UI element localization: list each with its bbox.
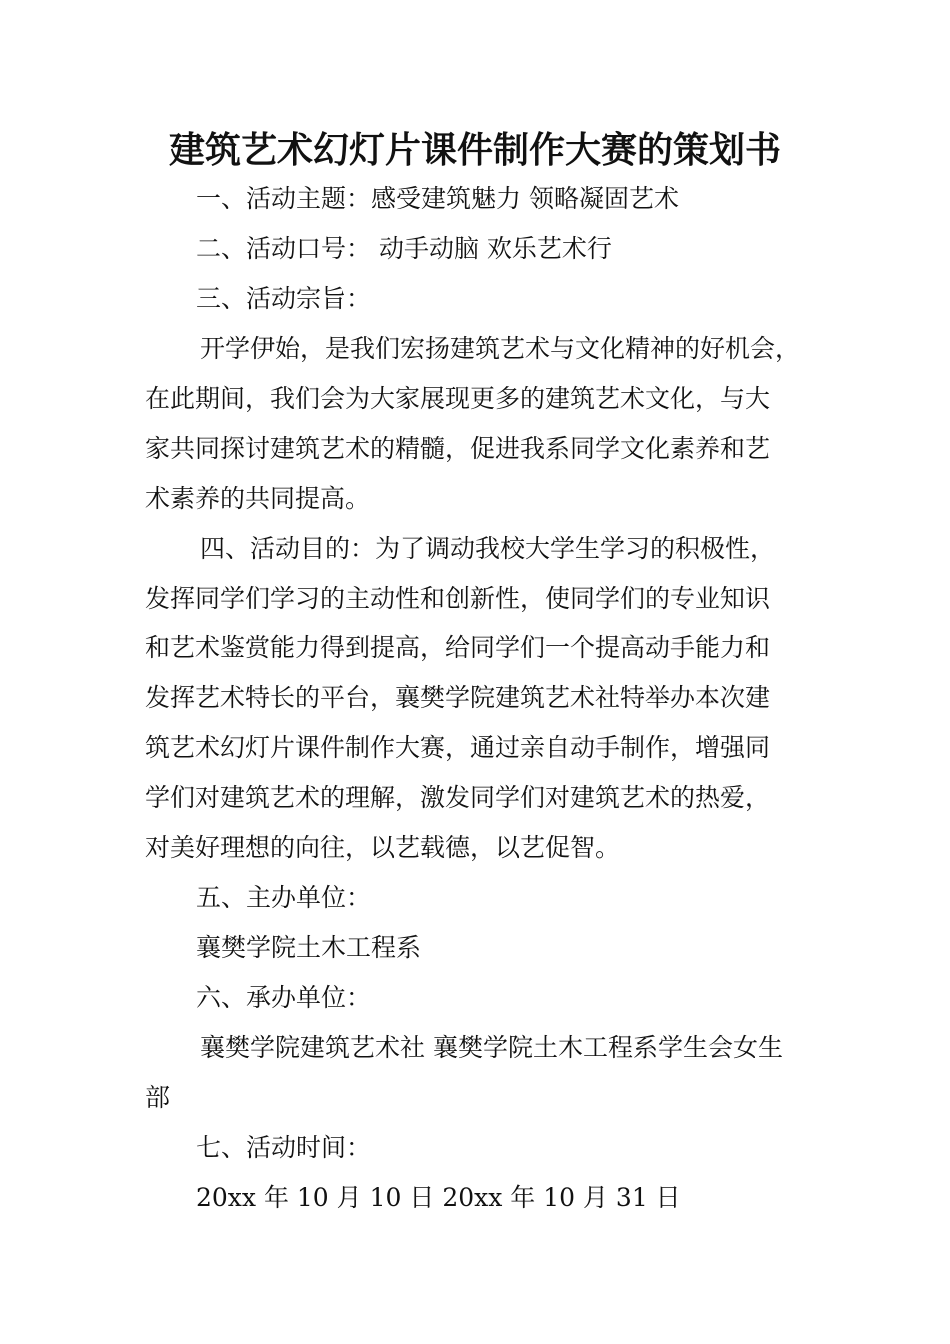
host-organization: 襄樊学院土木工程系 bbox=[196, 933, 422, 962]
paragraph-line: 在此期间，我们会为大家展现更多的建筑艺术文化，与大 bbox=[145, 384, 771, 413]
paragraph-line: 发挥同学们学习的主动性和创新性，使同学们的专业知识 bbox=[145, 584, 771, 613]
organizer-names-cont: 部 bbox=[145, 1083, 171, 1112]
paragraph-line: 学们对建筑艺术的理解，激发同学们对建筑艺术的热爱， bbox=[145, 783, 771, 812]
paragraph-line: 和艺术鉴赏能力得到提高，给同学们一个提高动手能力和 bbox=[145, 633, 771, 662]
section-objective: 四、活动目的：为了调动我校大学生学习的积极性， bbox=[200, 534, 776, 563]
section-host-heading: 五、主办单位： bbox=[196, 883, 372, 912]
section-organizer-heading: 六、承办单位： bbox=[196, 983, 372, 1012]
document-title: 建筑艺术幻灯片课件制作大赛的策划书 bbox=[168, 130, 781, 171]
section-slogan: 二、活动口号： 动手动脑 欢乐艺术行 bbox=[196, 234, 612, 263]
paragraph-line: 筑艺术幻灯片课件制作大赛，通过亲自动手制作，增强同 bbox=[145, 733, 771, 762]
paragraph-line: 发挥艺术特长的平台，襄樊学院建筑艺术社特举办本次建 bbox=[145, 683, 771, 712]
paragraph-line: 术素养的共同提高。 bbox=[145, 484, 371, 513]
paragraph-line: 家共同探讨建筑艺术的精髓，促进我系同学文化素养和艺 bbox=[145, 434, 771, 463]
paragraph-line: 开学伊始，是我们宏扬建筑艺术与文化精神的好机会， bbox=[200, 334, 801, 363]
section-purpose-heading: 三、活动宗旨： bbox=[196, 284, 372, 313]
activity-dates: 20xx 年 10 月 10 日 20xx 年 10 月 31 日 bbox=[196, 1183, 681, 1212]
section-time-heading: 七、活动时间： bbox=[196, 1133, 372, 1162]
paragraph-line: 对美好理想的向往，以艺载德，以艺促智。 bbox=[145, 833, 621, 862]
section-theme: 一、活动主题：感受建筑魅力 领略凝固艺术 bbox=[196, 184, 679, 213]
organizer-names: 襄樊学院建筑艺术社 襄樊学院土木工程系学生会女生 bbox=[200, 1033, 783, 1062]
